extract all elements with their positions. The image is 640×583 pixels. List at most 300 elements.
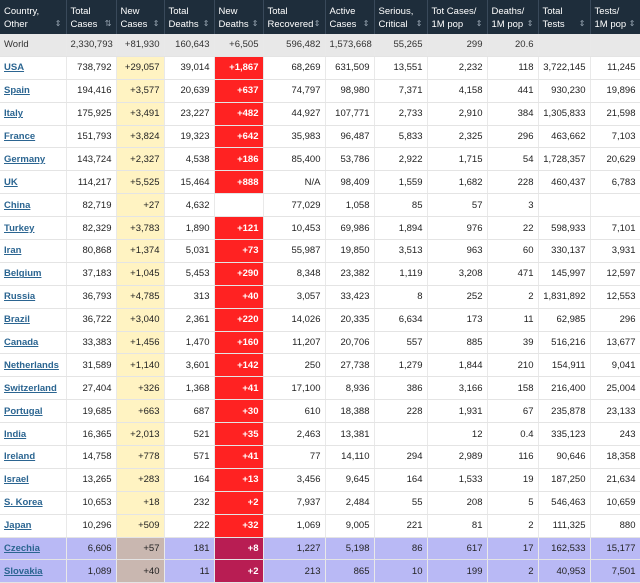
country-link[interactable]: UK: [4, 176, 18, 188]
table-row: [0, 560, 640, 583]
total-recovered-cell: 7,937: [263, 491, 325, 514]
total-cases-cell: 82,719: [66, 194, 116, 217]
tests-per-m-cell: 7,103: [590, 125, 640, 148]
tests-per-m-cell: 7,501: [590, 560, 640, 583]
cases-per-m-cell: 963: [427, 240, 487, 263]
total-tests-cell: 1,831,892: [538, 285, 590, 308]
total-tests-cell: [538, 34, 590, 56]
serious-cell: 294: [374, 446, 427, 469]
new-cases-cell: +27: [116, 194, 164, 217]
total-tests-cell: 3,722,145: [538, 56, 590, 79]
country-cell: [0, 217, 66, 240]
header-total-cases[interactable]: [66, 0, 116, 34]
table-row: [0, 171, 640, 194]
cases-per-m-cell: 2,910: [427, 102, 487, 125]
cases-per-m-cell: 2,325: [427, 125, 487, 148]
table-row: [0, 354, 640, 377]
total-cases-cell: 80,868: [66, 240, 116, 263]
active-cases-cell: 33,423: [325, 285, 374, 308]
total-tests-cell: 330,137: [538, 240, 590, 263]
total-cases-cell: 27,404: [66, 377, 116, 400]
country-cell: [0, 514, 66, 537]
table-row: [0, 285, 640, 308]
country-link[interactable]: Russia: [4, 291, 36, 303]
new-cases-cell: +18: [116, 491, 164, 514]
table-row: [0, 56, 640, 79]
tests-per-m-cell: 880: [590, 514, 640, 537]
total-recovered-cell: 17,100: [263, 377, 325, 400]
country-cell: [0, 285, 66, 308]
new-cases-cell: +663: [116, 400, 164, 423]
total-deaths-cell: 3,601: [164, 354, 214, 377]
total-recovered-cell: 596,482: [263, 34, 325, 56]
total-deaths-cell: 11: [164, 560, 214, 583]
sort-icon[interactable]: ⇕: [152, 19, 160, 28]
sort-icon[interactable]: ⇕: [362, 19, 370, 28]
tests-per-m-cell: 12,597: [590, 262, 640, 285]
header-label: Total Tests: [542, 6, 565, 30]
total-cases-cell: 82,329: [66, 217, 116, 240]
header-tests-per-million[interactable]: [590, 0, 640, 34]
total-deaths-cell: 1,368: [164, 377, 214, 400]
header-label: Serious, Critical: [378, 6, 414, 30]
country-link[interactable]: Italy: [4, 108, 24, 120]
total-tests-cell: 90,646: [538, 446, 590, 469]
header-label: Tests/ 1M pop: [594, 6, 627, 30]
total-deaths-cell: 687: [164, 400, 214, 423]
active-cases-cell: 1,573,668: [325, 34, 374, 56]
country-link[interactable]: Portugal: [4, 405, 43, 417]
total-tests-cell: 460,437: [538, 171, 590, 194]
deaths-per-m-cell: 54: [487, 148, 538, 171]
new-cases-cell: +1,374: [116, 240, 164, 263]
cases-per-m-cell: 81: [427, 514, 487, 537]
deaths-per-m-cell: 17: [487, 537, 538, 560]
total-recovered-cell: 35,983: [263, 125, 325, 148]
new-deaths-cell: +186: [214, 148, 263, 171]
country-link[interactable]: Netherlands: [4, 359, 59, 371]
table-row: [0, 240, 640, 263]
country-link[interactable]: Israel: [4, 474, 29, 486]
new-deaths-cell: +73: [214, 240, 263, 263]
header-new-deaths[interactable]: [214, 0, 263, 34]
total-recovered-cell: 1,069: [263, 514, 325, 537]
total-deaths-cell: 1,890: [164, 217, 214, 240]
total-recovered-cell: 3,057: [263, 285, 325, 308]
deaths-per-m-cell: 0.4: [487, 423, 538, 446]
cases-per-m-cell: 976: [427, 217, 487, 240]
total-cases-cell: 19,685: [66, 400, 116, 423]
new-deaths-cell: +637: [214, 79, 263, 102]
total-recovered-cell: 11,207: [263, 331, 325, 354]
total-tests-cell: [538, 194, 590, 217]
total-recovered-cell: 77,029: [263, 194, 325, 217]
total-tests-cell: 1,305,833: [538, 102, 590, 125]
new-cases-cell: +3,577: [116, 79, 164, 102]
tests-per-m-cell: 296: [590, 308, 640, 331]
country-cell: [0, 308, 66, 331]
new-deaths-cell: +2: [214, 491, 263, 514]
table-row: [0, 537, 640, 560]
total-cases-cell: 10,653: [66, 491, 116, 514]
table-row: [0, 308, 640, 331]
tests-per-m-cell: 15,177: [590, 537, 640, 560]
country-cell: [0, 468, 66, 491]
total-recovered-cell: 610: [263, 400, 325, 423]
active-cases-cell: 96,487: [325, 125, 374, 148]
country-cell: [0, 102, 66, 125]
total-cases-cell: 738,792: [66, 56, 116, 79]
total-tests-cell: 930,230: [538, 79, 590, 102]
country-cell: [0, 79, 66, 102]
country-link[interactable]: Japan: [4, 520, 32, 532]
tests-per-m-cell: 13,677: [590, 331, 640, 354]
table-row: [0, 468, 640, 491]
country-link[interactable]: USA: [4, 62, 25, 74]
country-link[interactable]: Canada: [4, 337, 39, 349]
new-cases-cell: +283: [116, 468, 164, 491]
header-cases-per-million[interactable]: [427, 0, 487, 34]
active-cases-cell: 5,198: [325, 537, 374, 560]
sort-icon[interactable]: ⇕: [251, 19, 259, 28]
header-new-cases[interactable]: [116, 0, 164, 34]
serious-cell: 8: [374, 285, 427, 308]
deaths-per-m-cell: 116: [487, 446, 538, 469]
total-recovered-cell: 250: [263, 354, 325, 377]
deaths-per-m-cell: 2: [487, 285, 538, 308]
cases-per-m-cell: 1,715: [427, 148, 487, 171]
deaths-per-m-cell: 296: [487, 125, 538, 148]
table-row: [0, 148, 640, 171]
cases-per-m-cell: 173: [427, 308, 487, 331]
serious-cell: 228: [374, 400, 427, 423]
total-cases-cell: 114,217: [66, 171, 116, 194]
total-tests-cell: 235,878: [538, 400, 590, 423]
total-cases-cell: 151,793: [66, 125, 116, 148]
total-deaths-cell: 181: [164, 537, 214, 560]
serious-cell: 13,551: [374, 56, 427, 79]
country-link[interactable]: Ireland: [4, 451, 36, 463]
active-cases-cell: 20,706: [325, 331, 374, 354]
tests-per-m-cell: 20,629: [590, 148, 640, 171]
serious-cell: 86: [374, 537, 427, 560]
total-tests-cell: 516,216: [538, 331, 590, 354]
total-recovered-cell: 77: [263, 446, 325, 469]
total-recovered-cell: 1,227: [263, 537, 325, 560]
total-cases-cell: 175,925: [66, 102, 116, 125]
total-cases-cell: 1,089: [66, 560, 116, 583]
table-row: [0, 377, 640, 400]
tests-per-m-cell: 21,598: [590, 102, 640, 125]
new-cases-cell: +40: [116, 560, 164, 583]
total-recovered-cell: 68,269: [263, 56, 325, 79]
sort-icon[interactable]: ⇕: [628, 19, 636, 28]
tests-per-m-cell: 23,133: [590, 400, 640, 423]
table-row: [0, 514, 640, 537]
sort-icon[interactable]: ⇕: [475, 19, 483, 28]
cases-per-m-cell: 4,158: [427, 79, 487, 102]
tests-per-m-cell: [590, 34, 640, 56]
total-recovered-cell: 213: [263, 560, 325, 583]
tests-per-m-cell: 6,783: [590, 171, 640, 194]
total-deaths-cell: 2,361: [164, 308, 214, 331]
deaths-per-m-cell: 441: [487, 79, 538, 102]
deaths-per-m-cell: 20.6: [487, 34, 538, 56]
deaths-per-m-cell: 67: [487, 400, 538, 423]
total-recovered-cell: N/A: [263, 171, 325, 194]
country-cell: [0, 56, 66, 79]
country-cell: [0, 423, 66, 446]
deaths-per-m-cell: 384: [487, 102, 538, 125]
cases-per-m-cell: 2,989: [427, 446, 487, 469]
country-cell: [0, 354, 66, 377]
total-deaths-cell: 5,453: [164, 262, 214, 285]
new-deaths-cell: +32: [214, 514, 263, 537]
country-cell: [0, 400, 66, 423]
new-deaths-cell: +642: [214, 125, 263, 148]
serious-cell: [374, 423, 427, 446]
serious-cell: 55,265: [374, 34, 427, 56]
active-cases-cell: 53,786: [325, 148, 374, 171]
active-cases-cell: 69,986: [325, 217, 374, 240]
tests-per-m-cell: 12,553: [590, 285, 640, 308]
table-row: [0, 262, 640, 285]
deaths-per-m-cell: 228: [487, 171, 538, 194]
serious-cell: 386: [374, 377, 427, 400]
new-deaths-cell: +6,505: [214, 34, 263, 56]
deaths-per-m-cell: 210: [487, 354, 538, 377]
country-cell: [0, 560, 66, 583]
cases-per-m-cell: 3,166: [427, 377, 487, 400]
sort-icon[interactable]: ⇕: [526, 19, 534, 28]
header-label: Country, Other: [4, 6, 40, 30]
serious-cell: 3,513: [374, 240, 427, 263]
serious-cell: 7,371: [374, 79, 427, 102]
active-cases-cell: 8,936: [325, 377, 374, 400]
new-cases-cell: +1,456: [116, 331, 164, 354]
header-label: Total Recovered: [267, 6, 314, 30]
cases-per-m-cell: 1,533: [427, 468, 487, 491]
header-label: Deaths/ 1M pop: [491, 6, 525, 30]
country-cell: [0, 240, 66, 263]
country-link[interactable]: China: [4, 199, 31, 211]
total-recovered-cell: 55,987: [263, 240, 325, 263]
active-cases-cell: 9,005: [325, 514, 374, 537]
serious-cell: 1,559: [374, 171, 427, 194]
sort-icon[interactable]: ⇕: [313, 19, 321, 28]
new-deaths-cell: +41: [214, 377, 263, 400]
header-active-cases[interactable]: [325, 0, 374, 34]
new-deaths-cell: +40: [214, 285, 263, 308]
country-link[interactable]: India: [4, 428, 27, 440]
cases-per-m-cell: 299: [427, 34, 487, 56]
total-deaths-cell: 521: [164, 423, 214, 446]
new-deaths-cell: +482: [214, 102, 263, 125]
tests-per-m-cell: 19,896: [590, 79, 640, 102]
new-cases-cell: +4,785: [116, 285, 164, 308]
new-deaths-cell: +1,867: [214, 56, 263, 79]
active-cases-cell: 20,335: [325, 308, 374, 331]
new-cases-cell: +1,140: [116, 354, 164, 377]
active-cases-cell: 19,850: [325, 240, 374, 263]
table-row: [0, 194, 640, 217]
new-cases-cell: +29,057: [116, 56, 164, 79]
total-deaths-cell: 20,639: [164, 79, 214, 102]
total-cases-cell: 6,606: [66, 537, 116, 560]
cases-per-m-cell: 1,931: [427, 400, 487, 423]
total-tests-cell: 154,911: [538, 354, 590, 377]
country-cell: [0, 194, 66, 217]
country-cell: World: [0, 34, 66, 56]
world-total-row: [0, 34, 640, 56]
total-tests-cell: 463,662: [538, 125, 590, 148]
total-deaths-cell: 4,538: [164, 148, 214, 171]
total-cases-cell: 143,724: [66, 148, 116, 171]
header-country[interactable]: [0, 0, 66, 34]
total-tests-cell: 145,997: [538, 262, 590, 285]
serious-cell: 557: [374, 331, 427, 354]
country-link[interactable]: Brazil: [4, 314, 30, 326]
new-cases-cell: +57: [116, 537, 164, 560]
table-row: [0, 400, 640, 423]
country-link[interactable]: France: [4, 131, 36, 142]
active-cases-cell: 865: [325, 560, 374, 583]
serious-cell: 10: [374, 560, 427, 583]
total-tests-cell: 546,463: [538, 491, 590, 514]
country-link[interactable]: Czechia: [4, 543, 40, 555]
deaths-per-m-cell: 3: [487, 194, 538, 217]
new-deaths-cell: +142: [214, 354, 263, 377]
tests-per-m-cell: 3,931: [590, 240, 640, 263]
total-cases-cell: 36,722: [66, 308, 116, 331]
tests-per-m-cell: 18,358: [590, 446, 640, 469]
table-row: [0, 331, 640, 354]
total-cases-cell: 33,383: [66, 331, 116, 354]
country-link[interactable]: Germany: [4, 153, 46, 165]
active-cases-cell: 631,509: [325, 56, 374, 79]
header-total-recovered[interactable]: [263, 0, 325, 34]
total-deaths-cell: 164: [164, 468, 214, 491]
total-tests-cell: 335,123: [538, 423, 590, 446]
new-cases-cell: +509: [116, 514, 164, 537]
sort-icon[interactable]: ⇕: [54, 19, 62, 28]
total-deaths-cell: 160,643: [164, 34, 214, 56]
active-cases-cell: 98,409: [325, 171, 374, 194]
header-total-deaths[interactable]: [164, 0, 214, 34]
total-recovered-cell: 44,927: [263, 102, 325, 125]
serious-cell: 6,634: [374, 308, 427, 331]
total-deaths-cell: 5,031: [164, 240, 214, 263]
cases-per-m-cell: 1,844: [427, 354, 487, 377]
active-cases-cell: 18,388: [325, 400, 374, 423]
total-deaths-cell: 313: [164, 285, 214, 308]
new-cases-cell: +81,930: [116, 34, 164, 56]
tests-per-m-cell: 9,041: [590, 354, 640, 377]
table-row: [0, 423, 640, 446]
tests-per-m-cell: 10,659: [590, 491, 640, 514]
total-tests-cell: 62,985: [538, 308, 590, 331]
country-link[interactable]: Iran: [4, 245, 22, 257]
new-cases-cell: +1,045: [116, 262, 164, 285]
country-link[interactable]: Turkey: [4, 222, 35, 234]
tests-per-m-cell: 11,245: [590, 56, 640, 79]
deaths-per-m-cell: 118: [487, 56, 538, 79]
tests-per-m-cell: 7,101: [590, 217, 640, 240]
new-cases-cell: +5,525: [116, 171, 164, 194]
total-cases-cell: 36,793: [66, 285, 116, 308]
cases-per-m-cell: 617: [427, 537, 487, 560]
serious-cell: 1,279: [374, 354, 427, 377]
cases-per-m-cell: 252: [427, 285, 487, 308]
active-cases-cell: 27,738: [325, 354, 374, 377]
total-tests-cell: 40,953: [538, 560, 590, 583]
serious-cell: 1,119: [374, 262, 427, 285]
new-deaths-cell: +30: [214, 400, 263, 423]
total-tests-cell: 598,933: [538, 217, 590, 240]
country-cell: [0, 262, 66, 285]
sort-icon[interactable]: ⇕: [578, 19, 586, 28]
table-row: [0, 125, 640, 148]
total-cases-cell: 13,265: [66, 468, 116, 491]
country-link[interactable]: Belgium: [4, 268, 42, 280]
country-link[interactable]: Spain: [4, 85, 30, 97]
country-cell: [0, 377, 66, 400]
country-link[interactable]: Switzerland: [4, 382, 57, 394]
total-cases-cell: 2,330,793: [66, 34, 116, 56]
sort-icon[interactable]: ⇕: [415, 19, 423, 28]
new-deaths-cell: +160: [214, 331, 263, 354]
sort-icon[interactable]: ⇕: [202, 19, 210, 28]
new-cases-cell: +3,491: [116, 102, 164, 125]
country-link[interactable]: Slovakia: [4, 565, 43, 577]
deaths-per-m-cell: 158: [487, 377, 538, 400]
country-cell: [0, 446, 66, 469]
new-deaths-cell: +41: [214, 446, 263, 469]
active-cases-cell: 1,058: [325, 194, 374, 217]
new-deaths-cell: +2: [214, 560, 263, 583]
cases-per-m-cell: 208: [427, 491, 487, 514]
total-tests-cell: 111,325: [538, 514, 590, 537]
new-cases-cell: +2,327: [116, 148, 164, 171]
deaths-per-m-cell: 39: [487, 331, 538, 354]
total-cases-cell: 16,365: [66, 423, 116, 446]
total-recovered-cell: 74,797: [263, 79, 325, 102]
new-cases-cell: +3,040: [116, 308, 164, 331]
header-label: Active Cases: [329, 6, 357, 30]
deaths-per-m-cell: 22: [487, 217, 538, 240]
deaths-per-m-cell: 5: [487, 491, 538, 514]
country-link[interactable]: S. Korea: [4, 497, 43, 509]
total-cases-cell: 14,758: [66, 446, 116, 469]
new-cases-cell: +3,783: [116, 217, 164, 240]
table-row: [0, 446, 640, 469]
serious-cell: 85: [374, 194, 427, 217]
active-cases-cell: 9,645: [325, 468, 374, 491]
total-recovered-cell: 85,400: [263, 148, 325, 171]
header-serious-critical[interactable]: [374, 0, 427, 34]
total-recovered-cell: 10,453: [263, 217, 325, 240]
cases-per-m-cell: 57: [427, 194, 487, 217]
total-deaths-cell: 222: [164, 514, 214, 537]
sort-active-icon[interactable]: ⇅: [104, 19, 112, 28]
header-total-tests[interactable]: [538, 0, 590, 34]
tests-per-m-cell: [590, 194, 640, 217]
total-deaths-cell: 1,470: [164, 331, 214, 354]
total-deaths-cell: 571: [164, 446, 214, 469]
active-cases-cell: 23,382: [325, 262, 374, 285]
deaths-per-m-cell: 2: [487, 560, 538, 583]
header-deaths-per-million[interactable]: [487, 0, 538, 34]
